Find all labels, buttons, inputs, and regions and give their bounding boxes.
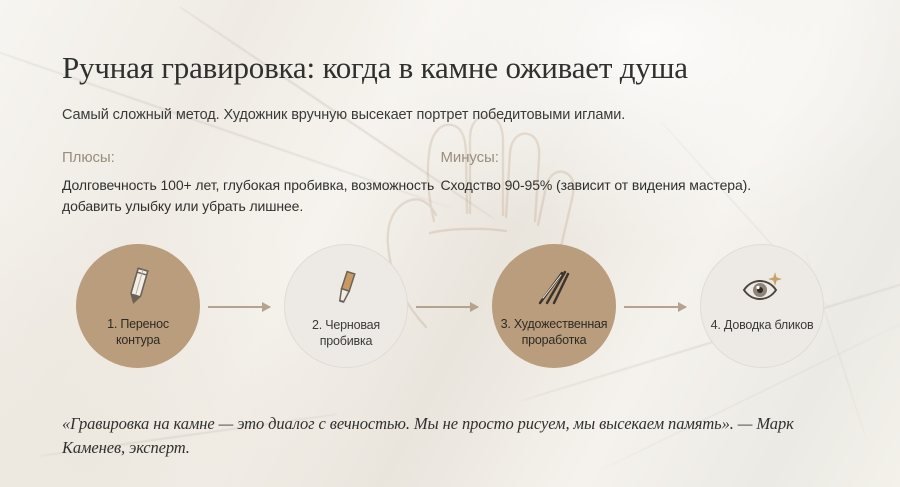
cons-text: Сходство 90-95% (зависит от видения мастера). bbox=[440, 176, 751, 193]
step-2-rough-carving bbox=[284, 244, 408, 368]
step-4-highlight-finishing bbox=[700, 244, 824, 368]
page-title: Ручная гравировка: когда в камне оживает душа bbox=[62, 50, 688, 85]
chisel-icon bbox=[329, 265, 363, 311]
step-2-label: 2. Черновая пробивка bbox=[311, 318, 380, 349]
step-1-label: 1. Перенос контура bbox=[107, 317, 169, 348]
pros-cons-columns bbox=[62, 149, 838, 218]
pros-column bbox=[62, 149, 441, 218]
step-3-artistic-detailing bbox=[492, 244, 616, 368]
step-1-transfer-contour bbox=[76, 244, 200, 368]
arrow-step-1-to-2 bbox=[208, 306, 270, 308]
process-steps bbox=[62, 244, 838, 384]
pencil-icon bbox=[121, 264, 155, 310]
cons-column bbox=[441, 149, 838, 218]
step-3-label: 3. Художественная проработка bbox=[500, 317, 608, 348]
step-4-label: 4. Доводка бликов bbox=[710, 318, 814, 333]
arrow-step-3-to-4 bbox=[624, 306, 686, 308]
pros-heading: Плюсы: bbox=[62, 148, 115, 166]
subtitle-text: Самый сложный метод. Художник вручную высекает портрет победитовыми иглами. bbox=[62, 106, 626, 123]
arrow-step-2-to-3 bbox=[416, 306, 478, 308]
expert-quote: «Гравировка на камне — это диалог с вечностью. Мы не просто рисуем, мы высекаем память». — Марк Каменев, эксперт. bbox=[62, 414, 794, 457]
pros-text: Долговечность 100+ лет, глубокая пробивка, возможность добавить улыбку или убрать лишнее. bbox=[62, 176, 435, 215]
eye-sparkle-icon bbox=[739, 265, 785, 311]
cons-heading: Минусы: bbox=[440, 148, 499, 166]
needles-icon bbox=[532, 264, 576, 310]
